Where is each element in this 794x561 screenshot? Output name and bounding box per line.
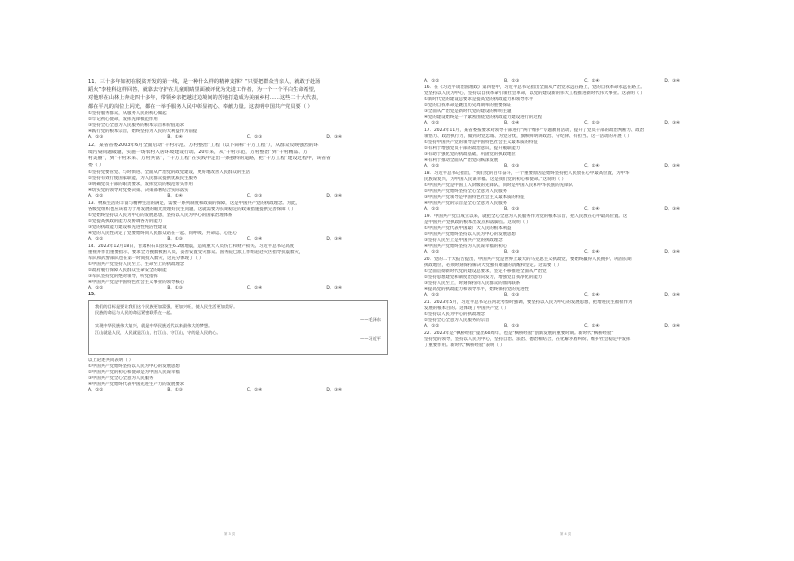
option-line: ③中国共产党领导是中国特色社会主义最本质的特征 bbox=[424, 195, 525, 200]
option-line: ①全面贯彻新时代党的建设总要求，坚定不移推进全面从严治党 bbox=[424, 269, 547, 274]
option-line: ③全面从严治党是新时代党的建设的鲜明主题 bbox=[424, 109, 512, 114]
question-line: 发展的根本目的。这体现了中国共产党（ ） bbox=[424, 306, 509, 311]
choice-b: B．①③ bbox=[504, 79, 520, 84]
question-line: 20．党的二十大报告提出，中国共产党是世界上最大的马克思主义执政党，要始终赢得人民拥护、巩固长期 bbox=[424, 257, 632, 262]
choice-d: D．③④ bbox=[326, 134, 342, 140]
choice-a: A．①② bbox=[424, 164, 440, 169]
choice-d: D．③④ bbox=[664, 79, 680, 84]
choice-d: D．③④ bbox=[664, 250, 680, 255]
choice-c: C．②③ bbox=[584, 121, 600, 126]
question-stem: 以上论述共同表明（ ） bbox=[88, 358, 134, 363]
option-line: ①坚持中国共产党的领导是中国特色社会主义最本质的特征 bbox=[424, 140, 538, 145]
choice-b: B．①③ bbox=[167, 237, 183, 242]
question-line: 各级党组织也应该着力于用发展的眼光处理好民生问题，这就需要为长期稳定的政策措施提供完善保障（ ） bbox=[88, 207, 296, 212]
choice-b: B．①④ bbox=[504, 121, 520, 126]
question-line: 委（ ） bbox=[88, 163, 104, 169]
option-line: ①坚持以人民为中心的执政理念 bbox=[424, 312, 486, 317]
quote-line: 江山就是人民，人民就是江山，打江山、守江山，守的是人民的心。 bbox=[95, 329, 221, 335]
option-line: ④中国共产党是中国特色社会主义事业的领导核心 bbox=[88, 280, 185, 285]
page-number-left: 第 3 页 bbox=[224, 532, 236, 536]
choice-b: B．①③ bbox=[504, 164, 520, 169]
choice-a: A．①② bbox=[88, 388, 104, 393]
question-line: 境污染问题破题，实施一场农村人居环境建设行动。20年来，从“千村示范，万村整治”到“千村精品、万 bbox=[88, 149, 308, 155]
choice-c: C．②③ bbox=[246, 194, 263, 199]
option-line: ②中国共产党始终坚持全心全意为人民服务 bbox=[424, 189, 507, 194]
question-line: 19．中国共产党自成立以来，就把全心全意为人民服务作为党的根本宗旨，把人民放在心中最高位置。这 bbox=[424, 214, 628, 219]
question-line: 蹈火”李桂科这样回答，就靠去守护在儿童眼睛里面被评优为先进工作者，为一个一个平白生命希望， bbox=[88, 87, 319, 94]
option-line: ④践行党的根本宗旨，始终坚持为人民的大利益作为前提 bbox=[88, 128, 198, 134]
choice-d: D．③④ bbox=[326, 388, 342, 393]
question-line: 14．2023年12月18日，甘肃积石山县发生6.2级地震，造成重大人员伤亡和财产损失。习近平总书记高度 bbox=[88, 244, 295, 249]
question-line: 党坚持以人民为中心，坚持以自我革命引领社会革命，以党的建设新的伟大工程推进新时代伟大事业。这表明（ ） bbox=[424, 91, 645, 96]
option-line: ①中国共产党代表中国最广大人民的根本利益 bbox=[424, 226, 512, 231]
quote-source: ——习近平 bbox=[360, 336, 381, 342]
option-line: ③坚持人民至上，时刻保持同人民群众的血肉联系 bbox=[424, 281, 521, 286]
option-line: ④有利于推动全面从严治党向纵深发展 bbox=[424, 158, 499, 163]
choice-a: A．①② bbox=[424, 79, 440, 84]
choice-d: D．③④ bbox=[326, 194, 342, 199]
right-column bbox=[424, 79, 726, 349]
question-16 bbox=[424, 85, 726, 97]
question-13 bbox=[88, 201, 388, 213]
question-line: 11．三十多年如初在脱贫开发的第一线，是一种什么样的精神支撑？“只要把群众当亲人，就敢于赴汤 bbox=[88, 79, 321, 85]
choice-b: B．①③ bbox=[504, 250, 520, 255]
question-line: 民族谋复兴，为中国人民谋幸福。这是我们党的初心和使命。”这说明（ ） bbox=[424, 177, 566, 182]
question-21 bbox=[424, 300, 726, 312]
question-line: 重视并作出重要指示，要求全力搜救被困人员，妥善安置受灾群众。国务院已派工作组赶赴灾区指导抗震救灾， bbox=[88, 250, 304, 255]
quote-box bbox=[88, 300, 388, 355]
choice-c: C．②④ bbox=[584, 250, 600, 255]
choice-c: C．②④ bbox=[584, 79, 600, 84]
option-line: ①坚持党要管党、与时俱进、全面从严治党的政党建设，更好地改善人民群众的生活 bbox=[88, 170, 251, 175]
question-line: 领悟力、政治执行力，做到对党忠诚、为党分忧，旗帜鲜明讲政治、守纪律、有担当。这一活动的开展（ ） bbox=[424, 134, 632, 139]
question-line: 18．习近平总书记指出，“我们党的百年奋斗，一个重要原因是始终坚持把人民放在心中最高位置，为中华 bbox=[424, 171, 630, 176]
option-line: ①中国共产党坚持人民至上、生命至上的执政理念 bbox=[88, 262, 185, 267]
question-line: 12．某省省委2003年6月全面启动“千村示范、万村整治”工程（以下简称“千万工程”），从群众反映强烈的环 bbox=[88, 142, 319, 148]
option-line: ①新时代党的建设总要求是提高党的执政能力和领导水平 bbox=[424, 97, 534, 102]
question-line: 了重要作用。新时代“枫桥经验”表明（ ） bbox=[424, 343, 505, 348]
choice-b: B．①③ bbox=[167, 286, 183, 291]
option-line: ④切实党的领导对党委决策、决策部署结合实际落实 bbox=[88, 188, 189, 193]
choice-d: D．③④ bbox=[664, 121, 680, 126]
choice-a: A．①② bbox=[424, 293, 440, 298]
option-line: ②党的自我革命是跳出历史周期率的重要保证 bbox=[424, 103, 512, 108]
choice-d: D．③④ bbox=[664, 207, 680, 212]
option-line: ④中国共产党始终坚持为人民谋幸福的初心 bbox=[424, 244, 507, 249]
option-line: ③中国共产党全心全意为人民服务 bbox=[88, 376, 154, 381]
question-11 bbox=[88, 78, 388, 111]
question-line: 坚持党的领导，坚持以人民为中心，坚持自治、法治、德治相结合，在化解矛盾纠纷、维护社会稳定中发挥 bbox=[424, 337, 631, 342]
option-line: ②牢记初心使命，发挥先锋模范作用 bbox=[88, 116, 158, 122]
option-line: ③明确党员干部的职责要求，发挥党员的模范带头作用 bbox=[88, 182, 193, 187]
choice-c: C．②④ bbox=[246, 237, 263, 242]
question-line: 军队和武警部队也在第一时间投入救灾，这充分体现了（ ） bbox=[88, 256, 204, 261]
choice-c: C．②④ bbox=[246, 388, 263, 393]
choice-a: A．①② bbox=[88, 237, 104, 242]
choice-d: D．③④ bbox=[664, 293, 680, 298]
question-12 bbox=[88, 143, 388, 170]
choice-b: B．①③ bbox=[504, 293, 520, 298]
question-18 bbox=[424, 171, 726, 183]
choice-a: A．①② bbox=[88, 194, 104, 199]
choice-d: D．③④ bbox=[664, 164, 680, 169]
choice-a: A．①② bbox=[424, 324, 440, 329]
question-line: 16．在《习近平谈治国理政》第四卷中，习近平总书记指出全面从严治党永远在路上，党的自我革命永远在路上。 bbox=[424, 85, 645, 90]
question-line: 执政地位，必须时刻保持解决大党独有难题的清醒和坚定。这需要（ ） bbox=[424, 263, 562, 268]
option-line: ②坚持有效行使国家职能，为人民群众提供优质民生服务 bbox=[88, 176, 198, 181]
question-line: 22．2023年是“枫桥经验”提出60周年，也是“枫桥经验”创新发展的重要时期。新时代“枫桥经验” bbox=[424, 331, 614, 336]
option-line: ②政府履行保障人民群众生命安全的职能 bbox=[88, 268, 167, 273]
question-line: 是中国共产党执政的根本出发点和落脚点。这说明（ ） bbox=[424, 220, 531, 225]
option-line: ②坚持思想建党和制度治党同向发力，增强党自我净化的能力 bbox=[424, 275, 543, 280]
question-20 bbox=[424, 257, 726, 269]
choice-d: D．③④ bbox=[326, 286, 342, 291]
choice-c: C．②④ bbox=[584, 293, 600, 298]
choice-d: D．③④ bbox=[326, 237, 342, 242]
choice-b: B．①③ bbox=[504, 207, 520, 212]
choice-c: C．②④ bbox=[584, 164, 600, 169]
option-line: ②坚持全心全意为人民服务的宗旨 bbox=[424, 318, 490, 323]
question-17 bbox=[424, 128, 726, 140]
question-line: 村美丽”，到“千村未来、万村共富”，“千万工程”在实践中走出一条独特的道路，把“千万工程”建设过程中，该省省 bbox=[88, 156, 331, 162]
option-line: ②中国共产党始终坚持以人民为中心的发展思想 bbox=[424, 232, 516, 237]
question-22 bbox=[424, 331, 726, 349]
option-line: ④中国共产党始终代表中国先进生产力的发展要求 bbox=[88, 382, 185, 387]
choice-a: A．①② bbox=[424, 207, 440, 212]
question-line: 17．2023年11月，某省委按要求对领导干部进行“两个维护”专题教育活动，提升了党员干部的政治判断力、政治 bbox=[424, 128, 645, 133]
option-line: ②党提高执政的能力及协调各方的能力 bbox=[88, 219, 163, 224]
option-line: ③坚持人民至上是中国共产党的执政理念 bbox=[424, 238, 503, 243]
question-19 bbox=[424, 214, 726, 226]
option-line: ④党的建设始终是一个紧密围绕党的执政能力建设进行的过程 bbox=[424, 115, 543, 120]
option-line: ④党的人民性决定了党要始终同人民群众站在一起、同呼吸、共命运、心连心 bbox=[88, 231, 237, 236]
option-line: ③坚持全心全意为人民服务的根本宗旨和价值追求 bbox=[88, 122, 185, 128]
choice-c: C．②④ bbox=[246, 286, 263, 291]
choice-c: C．②④ bbox=[584, 324, 600, 329]
option-line: ③有助于强化党的执政基础，巩固党的执政地位 bbox=[424, 152, 516, 157]
page-number-right: 第 4 页 bbox=[560, 532, 572, 536]
choice-d: D．③④ bbox=[664, 324, 680, 329]
question-line: 13．物质生活的丰富与精神生活的满足，需要一系列制度和政策的保障，这是中国共产党的执政理念。为此， bbox=[88, 201, 300, 206]
choice-b: B．①③ bbox=[504, 324, 520, 329]
quote-source: ——毛泽东 bbox=[360, 316, 381, 322]
choice-a: A．①② bbox=[424, 121, 440, 126]
option-line: ③党的执政能力建设和先进性纯洁性建设 bbox=[88, 225, 167, 230]
option-line: ②有利于增强党员干部的政治意识，提升履职能力 bbox=[424, 146, 521, 151]
choice-b: B．①④ bbox=[167, 194, 183, 199]
option-line: ①中国共产党是中国工人阶级的先锋队，同时是中国人民和中华民族的先锋队 bbox=[424, 183, 573, 188]
choice-c: C．②④ bbox=[584, 207, 600, 212]
question-line: 21．2023年5月，习近平总书记在河北考察时强调，要坚持以人民为中心的发展思想，把增进民生福祉作为 bbox=[424, 300, 633, 305]
option-line: ④中国共产党的宗旨是全心全意为人民服务 bbox=[424, 201, 507, 206]
option-line: ②中国共产党的初心和使命是为中国人民谋幸福 bbox=[88, 370, 180, 375]
option-line: ①坚持服务群众，从服务人民的初心做起 bbox=[88, 110, 167, 116]
question-line: 都在平凡的岗位上闪光，都在一举手服务人民中彰显初心、奉献力量。这表明中国共产党员要（ ） bbox=[88, 103, 313, 110]
choice-c: C．②③ bbox=[246, 134, 263, 140]
question-14 bbox=[88, 244, 388, 262]
choice-b: B．①④ bbox=[167, 134, 183, 140]
choice-a: A．①② bbox=[88, 286, 104, 291]
choice-a: A．①② bbox=[424, 250, 440, 255]
question-line: 对他形在山林上奔走四十多年，带领乡亲把越过边境间的苦地打造成为美丽乡村……这些二十大代表， bbox=[88, 95, 322, 102]
quote-line: 民族的命运与人民的命运紧密联系在一起。 bbox=[95, 310, 175, 316]
option-line: ③军队坚持党的绝对领导，听党指挥 bbox=[88, 274, 158, 279]
option-line: ①党始终坚持以人民为中心的发展思想，坚持以人民为中心的国家治理体系 bbox=[88, 213, 233, 218]
choices-row bbox=[88, 388, 388, 394]
left-column bbox=[88, 78, 388, 394]
option-line: ④提高党的执政能力和领导水平，始终保持党的先进性 bbox=[424, 287, 529, 292]
choice-b: B．①③ bbox=[167, 388, 183, 393]
question-15-title: 15． bbox=[88, 292, 99, 297]
option-line: ①中国共产党始终坚持以人民为中心的发展思想 bbox=[88, 364, 180, 369]
choice-a: A．①③ bbox=[88, 134, 104, 140]
quote-line: 我们的目标是要让我们这个民族更加富强，更加兴旺，使人民生活更加美好。 bbox=[95, 304, 238, 309]
quote-line: 实现中华民族伟大复兴，就是中华民族近代以来最伟大的梦想。 bbox=[95, 323, 213, 329]
